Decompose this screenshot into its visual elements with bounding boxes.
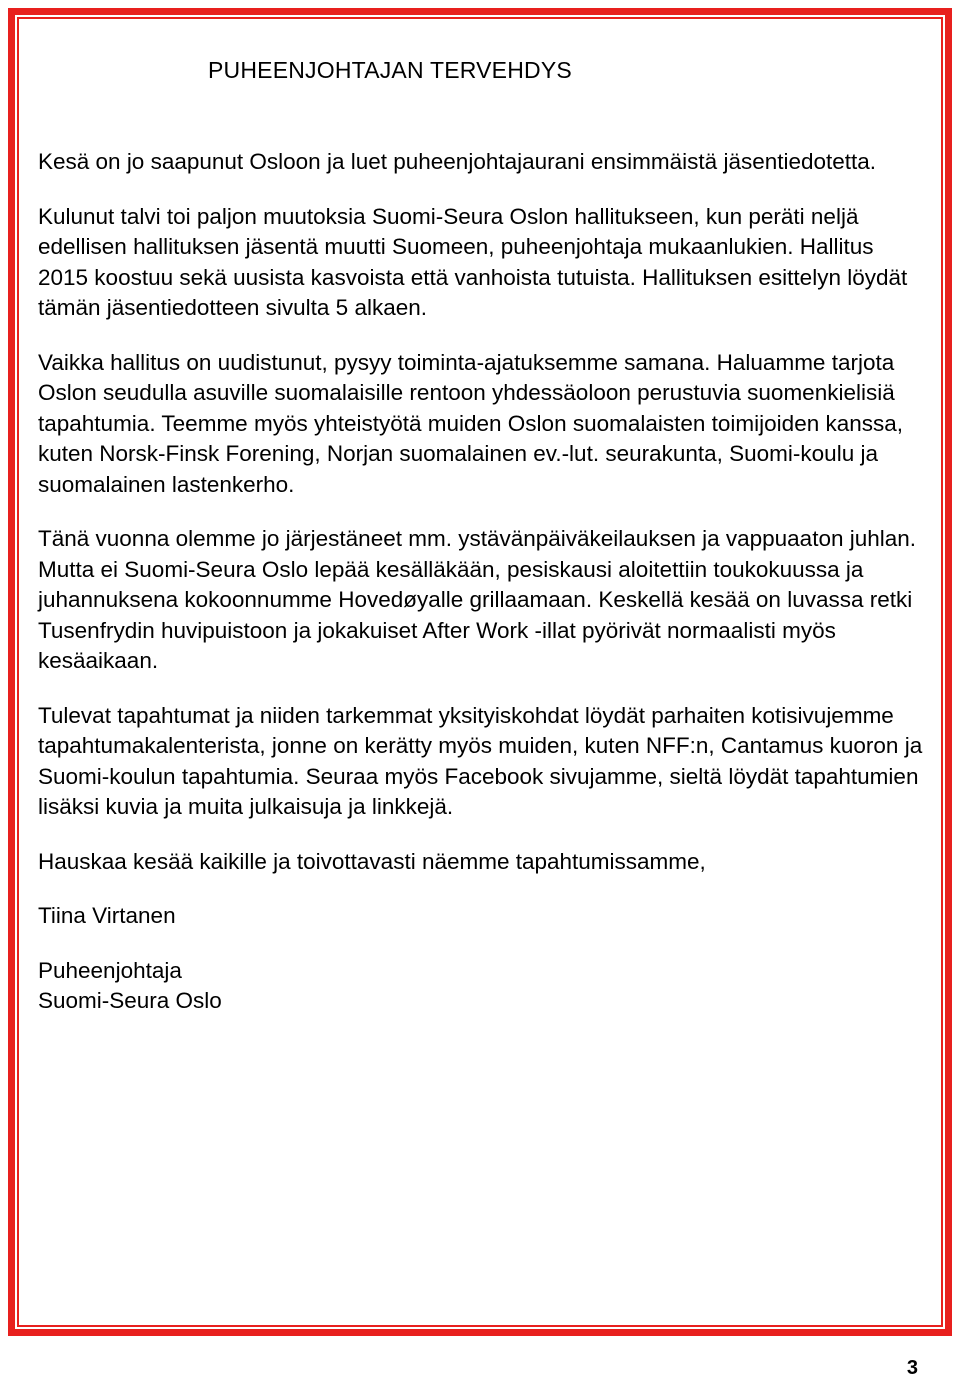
page-title: PUHEENJOHTAJAN TERVEHDYS — [208, 57, 572, 83]
signature-organization: Suomi-Seura Oslo — [38, 988, 222, 1013]
paragraph-board-changes: Kulunut talvi toi paljon muutoksia Suomi-Seura Oslon hallitukseen, kun peräti neljä edellisen hallituksen jäsentä muutti Suomeen, puheenjohtaja mukaanlukien. Hallitus 2015 koostuu sekä uusista kasvoista että vanhoista tutuista. Hallituksen esittelyn löydät tämän jäsentiedotteen sivulta 5 alkaen. — [38, 203, 908, 320]
paragraph-events-this-year: Tänä vuonna olemme jo järjestäneet mm. ystävänpäiväkeilauksen ja vappuaaton juhlan. Mutta ei Suomi-Seura Oslo lepää kesälläkään, pesiskausi aloitettiin toukokuussa ja juhannuksena kokoonnumme Hovedøyalle grillaamaan. Keskellä kesää on luvassa retki Tusenfrydin huvipuistoon ja jokakuiset After Work -illat pyörivät normaalisti myös kesäaikaan. — [38, 526, 917, 673]
paragraph-upcoming-events: Tulevat tapahtumat ja niiden tarkemmat yksityiskohdat löydät parhaiten kotisivujemme tapahtumakalenterista, jonne on kerätty myös muiden, kuten NFF:n, Cantamus kuoron ja Suomi-koulun tapahtumia. Seuraa myös Facebook sivujamme, sieltä löydät tapahtumien lisäksi kuvia ja muita julkaisuja ja linkkejä. — [38, 702, 923, 819]
letter-body — [38, 147, 928, 1017]
paragraph-closing: Hauskaa kesää kaikille ja toivottavasti näemme tapahtumissamme, — [38, 848, 706, 874]
paragraph-mission: Vaikka hallitus on uudistunut, pysyy toiminta-ajatuksemme samana. Haluamme tarjota Oslon seudulla asuville suomalaisille rentoon yhdessäoloon perustuvia suomenkielisiä tapahtumia. Teemme myös yhteistyötä muiden Oslon suomalaisten toimijoiden kanssa, kuten Norsk-Finsk Forening, Norjan suomalainen ev.-lut. seurakunta, Suomi-koulu ja suomalainen lastenkerho. — [38, 349, 904, 497]
signature-role: Puheenjohtaja — [38, 957, 182, 983]
page-number: 3 — [906, 1357, 918, 1379]
paragraph-intro: Kesä on jo saapunut Osloon ja luet puheenjohtajaurani ensimmäistä jäsentiedotetta. — [38, 149, 877, 174]
signature-name: Tiina Virtanen — [38, 903, 176, 928]
